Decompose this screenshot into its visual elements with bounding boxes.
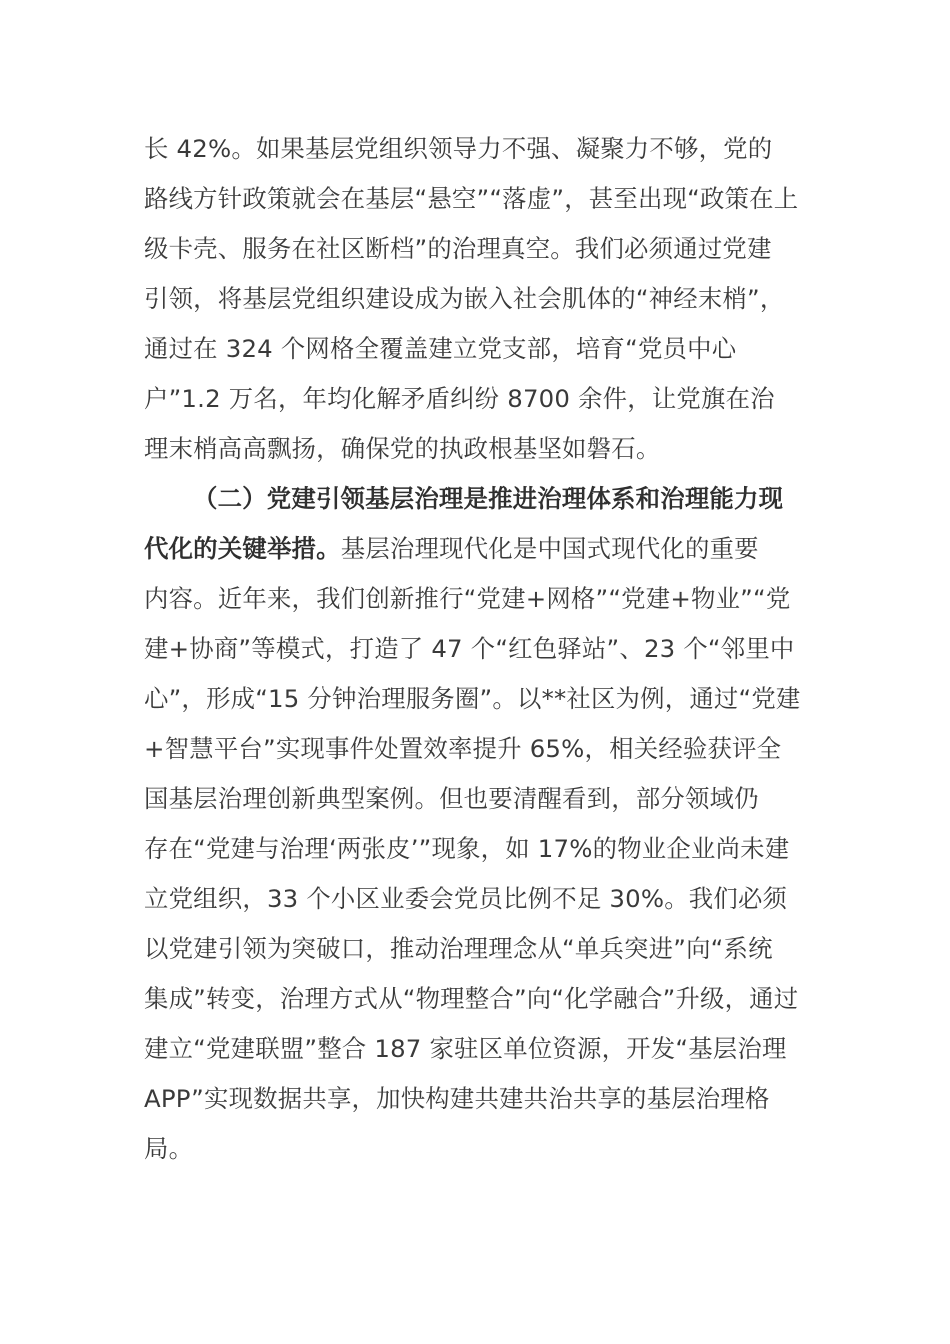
body-text-line: 以党建引领为突破口，推动治理理念从“单兵突进”向“系统 <box>144 934 773 963</box>
body-text-line: APP”实现数据共享，加快构建共建共治共享的基层治理格 <box>144 1084 770 1113</box>
section-heading-continuation <box>144 534 759 564</box>
body-text-line: +智慧平台”实现事件处置效率提升 65%，相关经验获评全 <box>144 734 782 763</box>
body-text-line: 立党组织，33 个小区业委会党员比例不足 30%。我们必须 <box>144 884 788 913</box>
body-text-line: 国基层治理创新典型案例。但也要清醒看到，部分领域仍 <box>144 784 759 813</box>
section-heading-end: 代化的关键举措。 <box>144 534 341 563</box>
body-text-line: 路线方针政策就会在基层“悬空”“落虚”，甚至出现“政策在上 <box>144 184 799 213</box>
body-text-line: 级卡壳、服务在社区断档”的治理真空。我们必须通过党建 <box>144 234 772 263</box>
body-text-line: 户”1.2 万名，年均化解矛盾纠纷 8700 余件，让党旗在治 <box>144 384 775 413</box>
section-heading: （二）党建引领基层治理是推进治理体系和治理能力现 <box>193 484 784 513</box>
body-text-line: 心”，形成“15 分钟治理服务圈”。以**社区为例，通过“党建 <box>144 684 801 713</box>
body-text-line: 存在“党建与治理‘两张皮’”现象，如 17%的物业企业尚未建 <box>144 834 790 863</box>
body-text-line: 建+协商”等模式，打造了 47 个“红色驿站”、23 个“邻里中 <box>144 634 795 663</box>
body-text-line: 建立“党建联盟”整合 187 家驻区单位资源，开发“基层治理 <box>144 1034 787 1063</box>
body-text-line: 引领，将基层党组织建设成为嵌入社会肌体的“神经末梢”， <box>144 284 785 313</box>
body-text-span: 基层治理现代化是中国式现代化的重要 <box>340 534 759 563</box>
body-text-line: 局。 <box>144 1134 194 1163</box>
body-text-line: 内容。近年来，我们创新推行“党建+网格”“党建+物业”“党 <box>144 584 791 613</box>
body-text-line: 集成”转变，治理方式从“物理整合”向“化学融合”升级，通过 <box>144 984 799 1013</box>
body-text-line: 通过在 324 个网格全覆盖建立党支部，培育“党员中心 <box>144 334 737 363</box>
body-text-line: 长 42%。如果基层党组织领导力不强、凝聚力不够，党的 <box>144 134 773 163</box>
body-text-line: 理末梢高高飘扬，确保党的执政根基坚如磐石。 <box>144 434 661 463</box>
